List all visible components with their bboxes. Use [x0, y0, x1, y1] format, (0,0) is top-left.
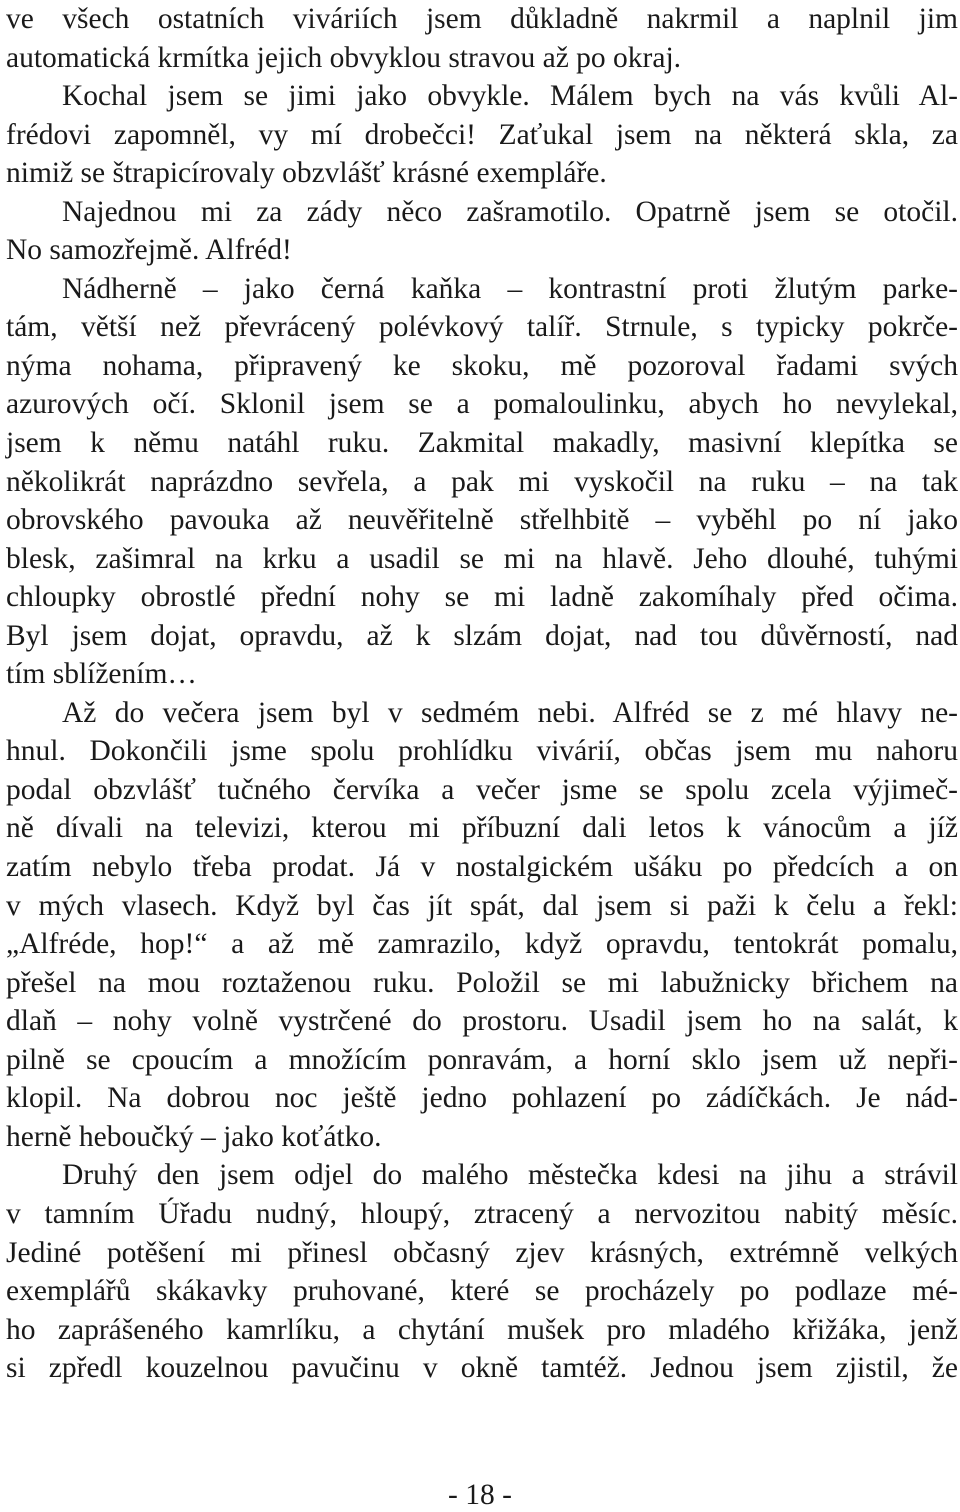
text-line-32: v tamním Úřadu nudný, hloupý, ztracený a nervozitou nabitý měsíc.	[6, 1197, 958, 1230]
text-line-35: ho zaprášeného kamrlíku, a chytání mušek pro mladého křižáka, jenž	[6, 1313, 958, 1346]
text-line-7: No samozřejmě. Alfréd!	[6, 234, 292, 267]
page-number: - 18 -	[448, 1479, 512, 1511]
text-line-19: Až do večera jsem byl v sedmém nebi. Alfréd se z mé hlavy ne-	[62, 696, 958, 729]
text-line-1: ve všech ostatních viváriích jsem důkladně nakrmil a naplnil jim	[6, 3, 958, 35]
text-line-2: automatická krmítka jejich obvyklou stravou až po okraj.	[6, 41, 682, 74]
text-line-6: Najednou mi za zády něco zašramotilo. Opatrně jsem se otočil.	[62, 195, 958, 228]
text-line-26: přešel na mou roztaženou ruku. Položil se mi labužnicky břichem na	[6, 966, 958, 999]
text-line-16: chloupky obrostlé přední nohy se mi ladně zakomíhaly před očima.	[6, 581, 958, 614]
text-line-22: ně dívali na televizi, kterou mi příbuzní dali letos k vánocům a jíž	[6, 812, 958, 845]
text-line-8: Nádherně – jako černá kaňka – kontrastní proti žlutým parke-	[62, 272, 958, 305]
text-line-28: pilně se cpoucím a množícím ponravám, a horní sklo jsem už nepři-	[6, 1043, 958, 1076]
text-line-12: jsem k němu natáhl ruku. Zakmital makadly, masivní klepítka se	[6, 427, 958, 460]
text-line-3: Kochal jsem se jimi jako obvykle. Málem bych na vás kvůli Al-	[62, 80, 958, 113]
book-page-text	[6, 0, 958, 1388]
text-line-10: nýma nohama, připravený ke skoku, mě pozoroval řadami svých	[6, 349, 958, 382]
text-line-21: podal obzvlášť tučného červíka a večer jsme se spolu zcela výjimeč-	[6, 773, 958, 806]
text-line-14: obrovského pavouka až neuvěřitelně střelhbitě – vyběhl po ní jako	[6, 504, 958, 537]
text-line-23: zatím nebylo třeba prodat. Já v nostalgickém ušáku po předcích a on	[6, 851, 958, 884]
text-line-25: „Alfréde, hop!“ a až mě zamrazilo, když opravdu, tentokrát pomalu,	[6, 928, 958, 961]
text-line-9: tám, větší než převrácený polévkový talíř. Strnule, s typicky pokrče-	[6, 311, 958, 344]
text-line-24: v mých vlasech. Když byl čas jít spát, dal jsem si paži k čelu a řekl:	[6, 889, 958, 922]
text-line-4: frédovi zapomněl, vy mí drobečci! Zaťukal jsem na některá skla, za	[6, 118, 958, 151]
text-line-33: Jediné potěšení mi přinesl občasný zjev krásných, extrémně velkých	[6, 1236, 958, 1269]
text-line-15: blesk, zašimral na krku a usadil se mi na hlavě. Jeho dlouhé, tuhými	[6, 542, 958, 575]
text-line-29: klopil. Na dobrou noc ještě jedno pohlazení po zádíčkách. Je nád-	[6, 1082, 958, 1115]
text-line-27: dlaň – nohy volně vystrčené do prostoru. Usadil jsem ho na salát, k	[6, 1005, 958, 1038]
text-line-13: několikrát naprázdno sevřela, a pak mi vyskočil na ruku – na tak	[6, 465, 958, 498]
text-line-36: si zpředl kouzelnou pavučinu v okně tamtéž. Jednou jsem zjistil, že	[6, 1352, 958, 1385]
text-line-5: nimiž se štrapicírovaly obzvlášť krásné exempláře.	[6, 157, 607, 190]
text-line-18: tím sblížením…	[6, 658, 197, 691]
text-line-31: Druhý den jsem odjel do malého městečka kdesi na jihu a strávil	[62, 1159, 958, 1192]
text-line-34: exemplářů skákavky pruhované, které se procházely po podlaze mé-	[6, 1275, 958, 1308]
text-line-20: hnul. Dokončili jsme spolu prohlídku vivárií, občas jsem mu nahoru	[6, 735, 958, 768]
text-line-30: herně heboučký – jako koťátko.	[6, 1120, 382, 1153]
text-line-11: azurových očí. Sklonil jsem se a pomaloulinku, abych ho nevylekal,	[6, 388, 958, 421]
text-line-17: Byl jsem dojat, opravdu, až k slzám dojat, nad tou důvěrností, nad	[6, 619, 958, 652]
